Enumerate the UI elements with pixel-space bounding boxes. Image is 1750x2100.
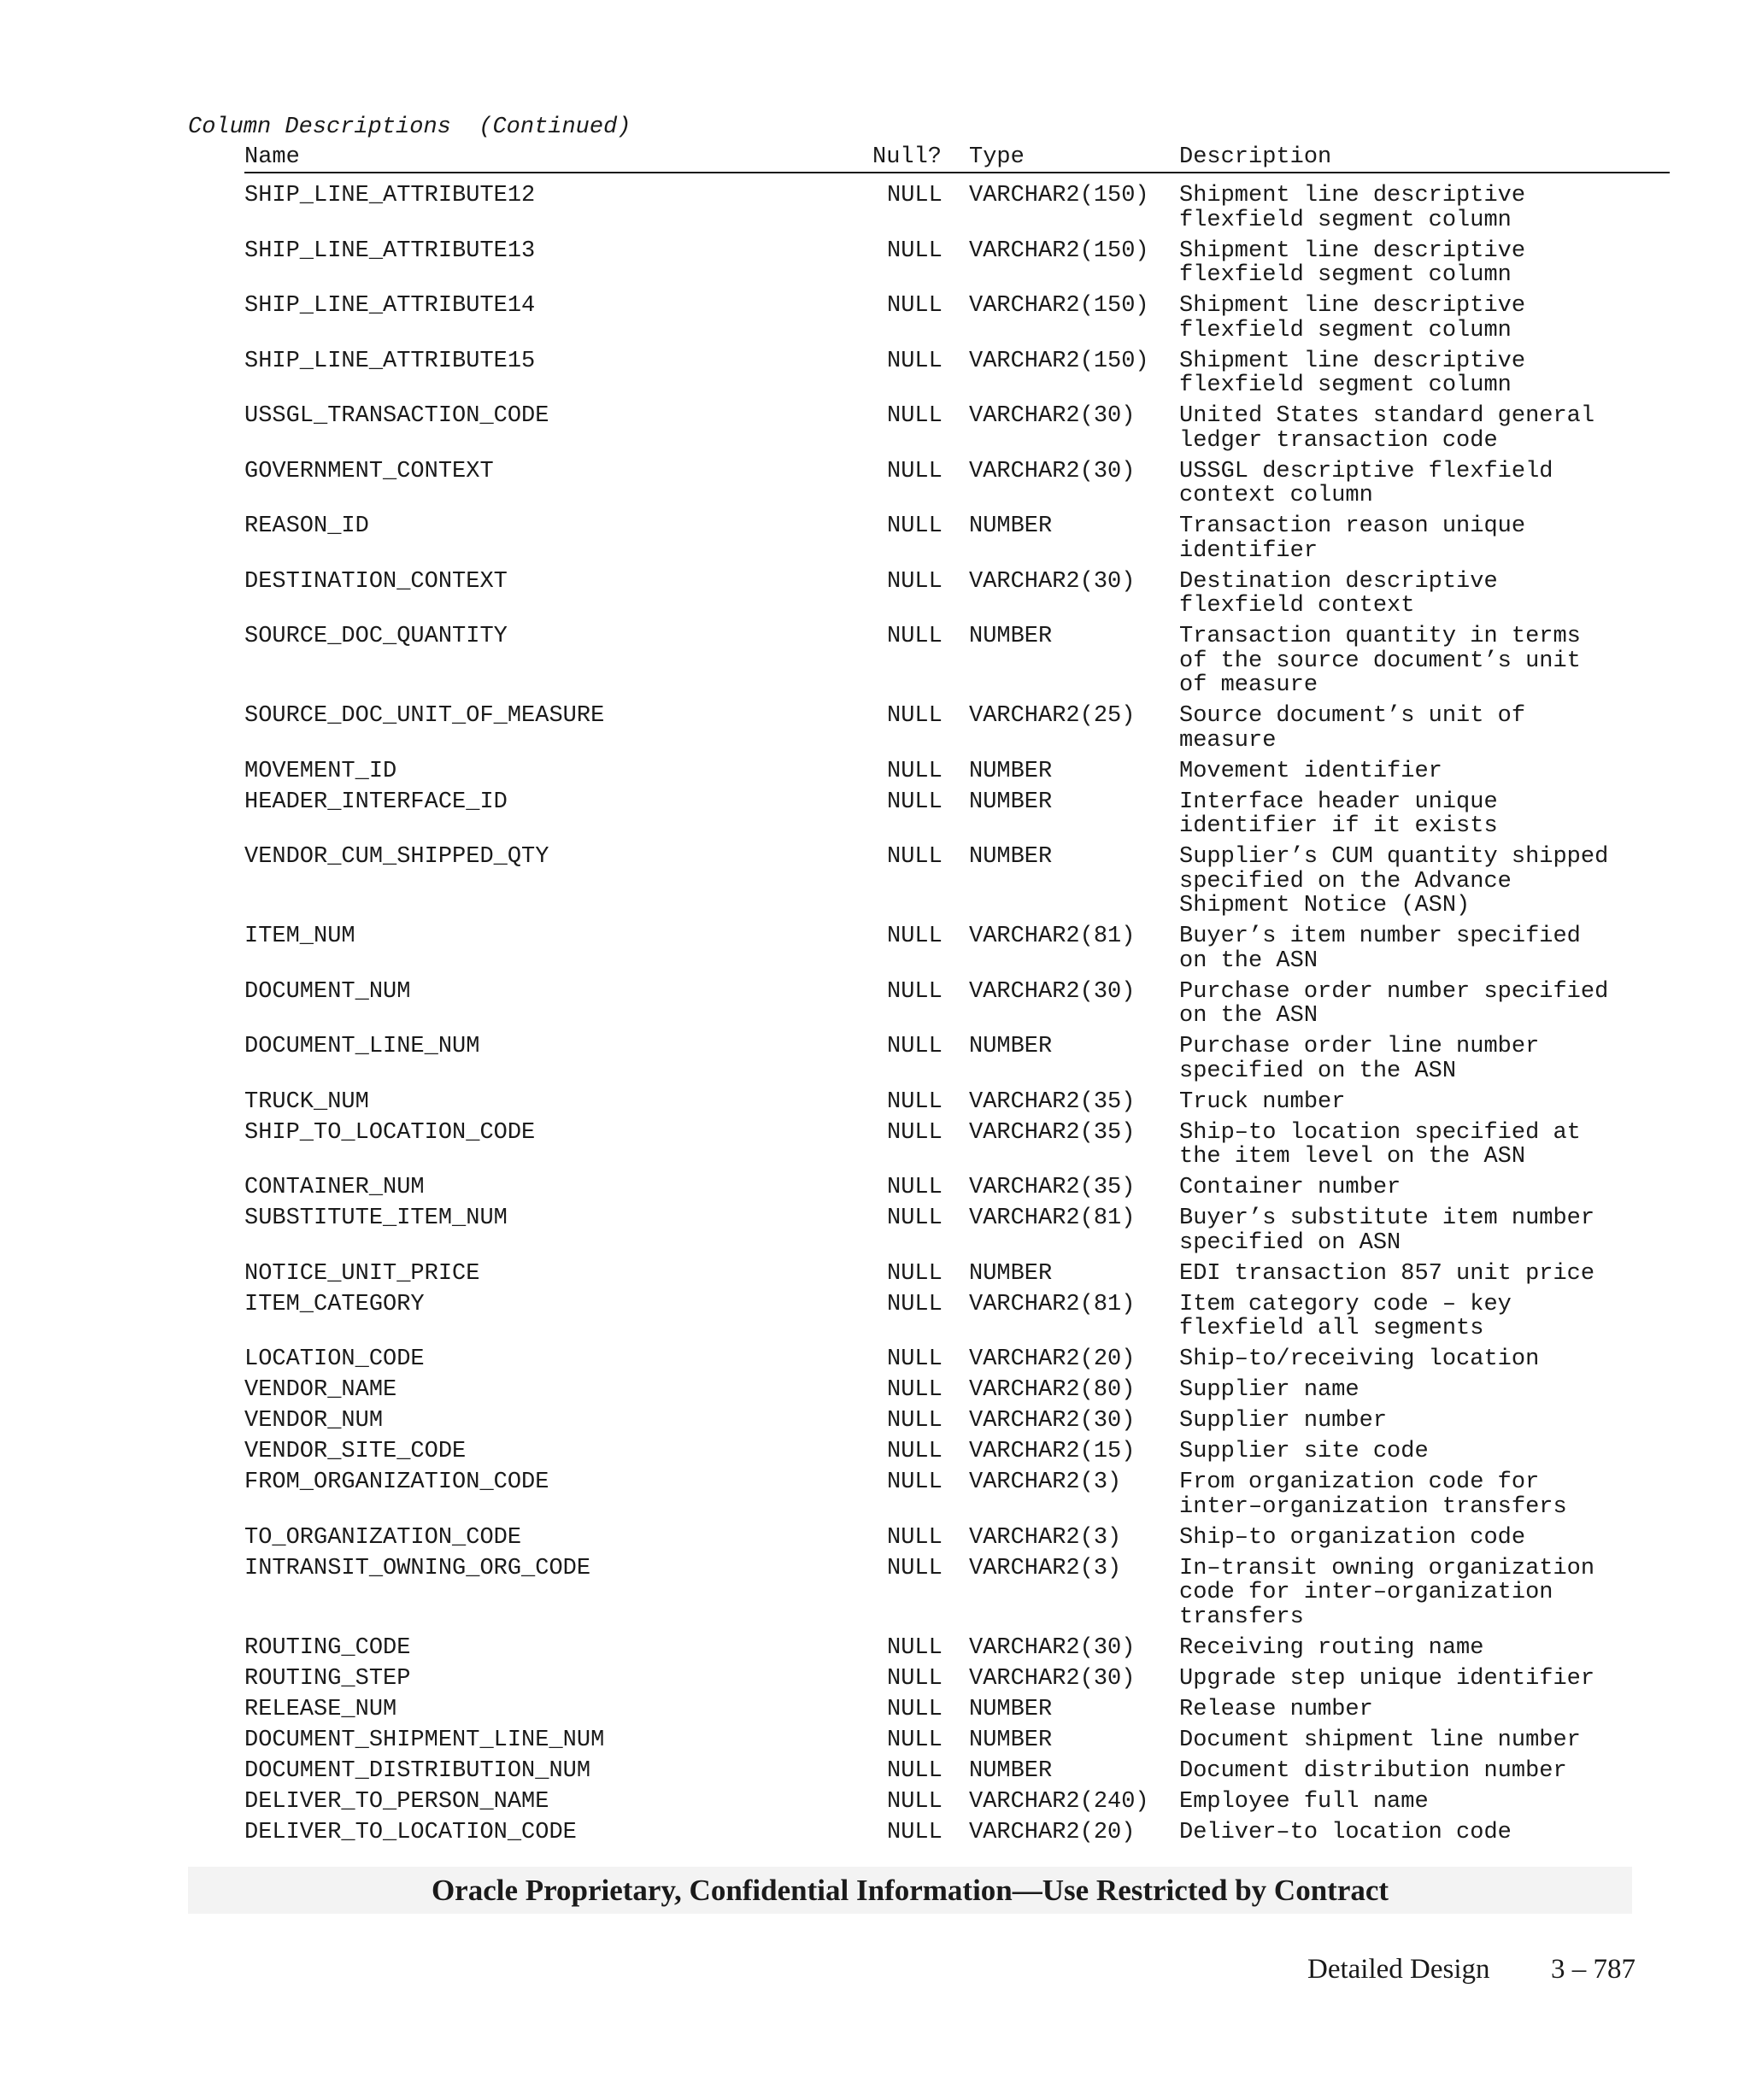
cell-null: NULL [887, 924, 943, 949]
table-row [244, 845, 1670, 924]
table-row [244, 184, 1670, 239]
cell-null: NULL [887, 1555, 943, 1581]
cell-null: NULL [887, 1634, 943, 1661]
cell-null: NULL [887, 1757, 943, 1784]
cell-type: VARCHAR2(30) [969, 568, 1136, 595]
table-row [244, 294, 1670, 349]
cell-name: ROUTING_STEP [244, 1665, 411, 1692]
cell-null: NULL [887, 403, 943, 429]
cell-description: Item category code – key flexfield all segments [1179, 1291, 1512, 1341]
cell-null: NULL [887, 1346, 943, 1372]
cell-description: Transaction reason unique identifier [1179, 513, 1526, 564]
table-row [244, 1636, 1670, 1667]
cell-name: DOCUMENT_LINE_NUM [244, 1034, 480, 1059]
header-type: Type [969, 144, 1025, 170]
cell-description: Purchase order number specified on the ASN [1179, 978, 1609, 1029]
table-row [244, 625, 1670, 704]
cell-description: Document distribution number [1179, 1757, 1567, 1784]
cell-type: NUMBER [969, 1757, 1053, 1784]
cell-description: Buyer’s item number specified on the ASN [1179, 924, 1581, 974]
cell-null: NULL [887, 1408, 943, 1434]
cell-null: NULL [887, 458, 943, 484]
cell-type: VARCHAR2(30) [969, 1634, 1136, 1661]
table-row [244, 404, 1670, 460]
cell-description: From organization code for inter–organization transfers [1179, 1469, 1567, 1520]
cell-name: TO_ORGANIZATION_CODE [244, 1524, 522, 1551]
cell-name: SUBSTITUTE_ITEM_NUM [244, 1205, 508, 1231]
cell-description: Container number [1179, 1175, 1401, 1200]
table-row [244, 924, 1670, 980]
cell-name: SHIP_LINE_ATTRIBUTE15 [244, 348, 536, 374]
header-null: Null? [872, 144, 943, 170]
cell-name: FROM_ORGANIZATION_CODE [244, 1469, 549, 1495]
table-row [244, 760, 1670, 790]
cell-type: NUMBER [969, 1696, 1053, 1722]
table-row [244, 1176, 1670, 1206]
cell-description: Ship–to/receiving location [1179, 1346, 1540, 1372]
cell-name: DOCUMENT_SHIPMENT_LINE_NUM [244, 1727, 605, 1753]
table-body [244, 184, 1670, 1851]
cell-type: VARCHAR2(80) [969, 1377, 1136, 1403]
cell-null: NULL [887, 1034, 943, 1059]
cell-name: HEADER_INTERFACE_ID [244, 789, 508, 815]
cell-type: NUMBER [969, 1727, 1053, 1753]
cell-type: VARCHAR2(81) [969, 924, 1136, 949]
cell-description: Upgrade step unique identifier [1179, 1665, 1595, 1692]
cell-description: Source document’s unit of measure [1179, 703, 1526, 754]
cell-name: VENDOR_NUM [244, 1408, 384, 1434]
cell-null: NULL [887, 1175, 943, 1200]
cell-name: DESTINATION_CONTEXT [244, 568, 508, 595]
cell-description: Interface header unique identifier if it exists [1179, 789, 1498, 839]
table-row [244, 514, 1670, 570]
table-row [244, 1347, 1670, 1378]
cell-null: NULL [887, 513, 943, 539]
cell-description: Supplier name [1179, 1377, 1359, 1403]
cell-name: VENDOR_NAME [244, 1377, 397, 1403]
table-row [244, 1378, 1670, 1409]
cell-description: Supplier site code [1179, 1439, 1429, 1464]
cell-description: Document shipment line number [1179, 1727, 1581, 1753]
page-number: 3 – 787 [1551, 1954, 1635, 1985]
cell-description: Ship–to location specified at the item level on the ASN [1179, 1119, 1581, 1170]
cell-name: MOVEMENT_ID [244, 758, 397, 784]
table-row [244, 1470, 1670, 1526]
table-row [244, 1090, 1670, 1121]
cell-description: USSGL descriptive flexfield context column [1179, 458, 1553, 508]
cell-description: Shipment line descriptive flexfield segment column [1179, 183, 1526, 233]
cell-name: DELIVER_TO_LOCATION_CODE [244, 1819, 577, 1845]
cell-description: Receiving routing name [1179, 1634, 1484, 1661]
header-name: Name [244, 144, 300, 170]
cell-description: EDI transaction 857 unit price [1179, 1260, 1595, 1287]
table-row [244, 1728, 1670, 1759]
cell-name: SHIP_LINE_ATTRIBUTE14 [244, 293, 536, 319]
cell-null: NULL [887, 758, 943, 784]
table-row [244, 790, 1670, 846]
table-row [244, 1206, 1670, 1262]
cell-type: VARCHAR2(150) [969, 348, 1149, 374]
cell-type: VARCHAR2(150) [969, 238, 1149, 264]
cell-name: LOCATION_CODE [244, 1346, 425, 1372]
cell-null: NULL [887, 348, 943, 374]
cell-description: Transaction quantity in terms of the source document’s unit of measure [1179, 624, 1581, 698]
table-row [244, 1821, 1670, 1851]
cell-type: VARCHAR2(150) [969, 183, 1149, 208]
header-description: Description [1179, 144, 1332, 170]
table-row [244, 1409, 1670, 1440]
cell-null: NULL [887, 1260, 943, 1287]
cell-name: SOURCE_DOC_UNIT_OF_MEASURE [244, 703, 605, 729]
column-descriptions-table [244, 145, 1670, 1851]
cell-null: NULL [887, 1524, 943, 1551]
table-header [244, 145, 1670, 173]
cell-null: NULL [887, 1788, 943, 1815]
cell-description: Purchase order line number specified on the ASN [1179, 1034, 1540, 1084]
cell-null: NULL [887, 183, 943, 208]
cell-name: DELIVER_TO_PERSON_NAME [244, 1788, 549, 1815]
table-row [244, 570, 1670, 625]
cell-description: Shipment line descriptive flexfield segment column [1179, 348, 1526, 398]
cell-null: NULL [887, 1205, 943, 1231]
cell-type: VARCHAR2(20) [969, 1346, 1136, 1372]
cell-type: NUMBER [969, 1260, 1053, 1287]
cell-type: VARCHAR2(3) [969, 1555, 1122, 1581]
cell-description: Ship–to organization code [1179, 1524, 1526, 1551]
cell-name: TRUCK_NUM [244, 1088, 369, 1115]
table-row [244, 1526, 1670, 1557]
cell-name: VENDOR_CUM_SHIPPED_QTY [244, 844, 549, 870]
cell-null: NULL [887, 238, 943, 264]
cell-type: NUMBER [969, 844, 1053, 870]
table-row [244, 1557, 1670, 1636]
cell-type: VARCHAR2(240) [969, 1788, 1149, 1815]
cell-null: NULL [887, 1119, 943, 1146]
cell-type: VARCHAR2(30) [969, 458, 1136, 484]
cell-type: VARCHAR2(30) [969, 978, 1136, 1005]
cell-type: NUMBER [969, 1034, 1053, 1059]
cell-description: In–transit owning organization code for inter–organization transfers [1179, 1555, 1595, 1630]
cell-description: Release number [1179, 1696, 1373, 1722]
cell-type: VARCHAR2(15) [969, 1439, 1136, 1464]
cell-name: RELEASE_NUM [244, 1696, 397, 1722]
table-row [244, 349, 1670, 405]
cell-type: NUMBER [969, 513, 1053, 539]
table-row [244, 1262, 1670, 1293]
cell-null: NULL [887, 568, 943, 595]
cell-type: VARCHAR2(35) [969, 1088, 1136, 1115]
cell-description: Supplier’s CUM quantity shipped specified on the Advance Shipment Notice (ASN) [1179, 844, 1609, 918]
table-row [244, 1698, 1670, 1728]
cell-null: NULL [887, 703, 943, 729]
cell-name: DOCUMENT_NUM [244, 978, 411, 1005]
cell-description: Buyer’s substitute item number specified on ASN [1179, 1205, 1595, 1256]
cell-null: NULL [887, 293, 943, 319]
cell-name: USSGL_TRANSACTION_CODE [244, 403, 549, 429]
cell-type: VARCHAR2(30) [969, 403, 1136, 429]
cell-null: NULL [887, 1291, 943, 1317]
cell-type: NUMBER [969, 758, 1053, 784]
table-row [244, 1759, 1670, 1790]
table-row [244, 1667, 1670, 1698]
cell-null: NULL [887, 1665, 943, 1692]
cell-type: VARCHAR2(3) [969, 1469, 1122, 1495]
table-row [244, 1293, 1670, 1348]
cell-type: NUMBER [969, 789, 1053, 815]
cell-description: Truck number [1179, 1088, 1346, 1115]
cell-null: NULL [887, 1819, 943, 1845]
table-row [244, 1440, 1670, 1470]
cell-null: NULL [887, 844, 943, 870]
footer-section-title: Detailed Design [1307, 1954, 1490, 1985]
cell-type: VARCHAR2(25) [969, 703, 1136, 729]
cell-name: ITEM_NUM [244, 924, 355, 949]
cell-description: Deliver–to location code [1179, 1819, 1512, 1845]
cell-name: NOTICE_UNIT_PRICE [244, 1260, 480, 1287]
cell-description: Shipment line descriptive flexfield segment column [1179, 293, 1526, 343]
table-row [244, 980, 1670, 1035]
cell-type: VARCHAR2(150) [969, 293, 1149, 319]
section-title: Column Descriptions (Continued) [188, 114, 631, 140]
cell-null: NULL [887, 789, 943, 815]
cell-type: VARCHAR2(3) [969, 1524, 1122, 1551]
cell-name: ITEM_CATEGORY [244, 1291, 425, 1317]
cell-null: NULL [887, 1727, 943, 1753]
cell-name: SHIP_TO_LOCATION_CODE [244, 1119, 536, 1146]
cell-description: Employee full name [1179, 1788, 1429, 1815]
cell-name: CONTAINER_NUM [244, 1175, 425, 1200]
cell-type: VARCHAR2(30) [969, 1408, 1136, 1434]
table-row [244, 460, 1670, 515]
cell-name: VENDOR_SITE_CODE [244, 1439, 467, 1464]
cell-name: SOURCE_DOC_QUANTITY [244, 624, 508, 649]
table-row [244, 1790, 1670, 1821]
cell-name: SHIP_LINE_ATTRIBUTE12 [244, 183, 536, 208]
cell-type: VARCHAR2(81) [969, 1291, 1136, 1317]
cell-name: INTRANSIT_OWNING_ORG_CODE [244, 1555, 591, 1581]
cell-type: NUMBER [969, 624, 1053, 649]
cell-null: NULL [887, 1377, 943, 1403]
cell-type: VARCHAR2(20) [969, 1819, 1136, 1845]
cell-type: VARCHAR2(35) [969, 1175, 1136, 1200]
cell-name: SHIP_LINE_ATTRIBUTE13 [244, 238, 536, 264]
confidential-notice: Oracle Proprietary, Confidential Information––Use Restricted by Contract [188, 1867, 1632, 1914]
cell-description: Shipment line descriptive flexfield segment column [1179, 238, 1526, 288]
cell-name: DOCUMENT_DISTRIBUTION_NUM [244, 1757, 591, 1784]
cell-description: Supplier number [1179, 1408, 1388, 1434]
cell-type: VARCHAR2(30) [969, 1665, 1136, 1692]
cell-description: United States standard general ledger transaction code [1179, 403, 1595, 454]
table-row [244, 239, 1670, 295]
table-row [244, 1121, 1670, 1176]
table-row [244, 704, 1670, 760]
cell-name: GOVERNMENT_CONTEXT [244, 458, 494, 484]
cell-name: ROUTING_CODE [244, 1634, 411, 1661]
cell-type: VARCHAR2(81) [969, 1205, 1136, 1231]
cell-null: NULL [887, 1696, 943, 1722]
cell-null: NULL [887, 1088, 943, 1115]
cell-null: NULL [887, 624, 943, 649]
cell-null: NULL [887, 1439, 943, 1464]
table-row [244, 1035, 1670, 1090]
cell-description: Movement identifier [1179, 758, 1442, 784]
cell-name: REASON_ID [244, 513, 369, 539]
cell-type: VARCHAR2(35) [969, 1119, 1136, 1146]
cell-null: NULL [887, 1469, 943, 1495]
cell-description: Destination descriptive flexfield context [1179, 568, 1498, 619]
cell-null: NULL [887, 978, 943, 1005]
